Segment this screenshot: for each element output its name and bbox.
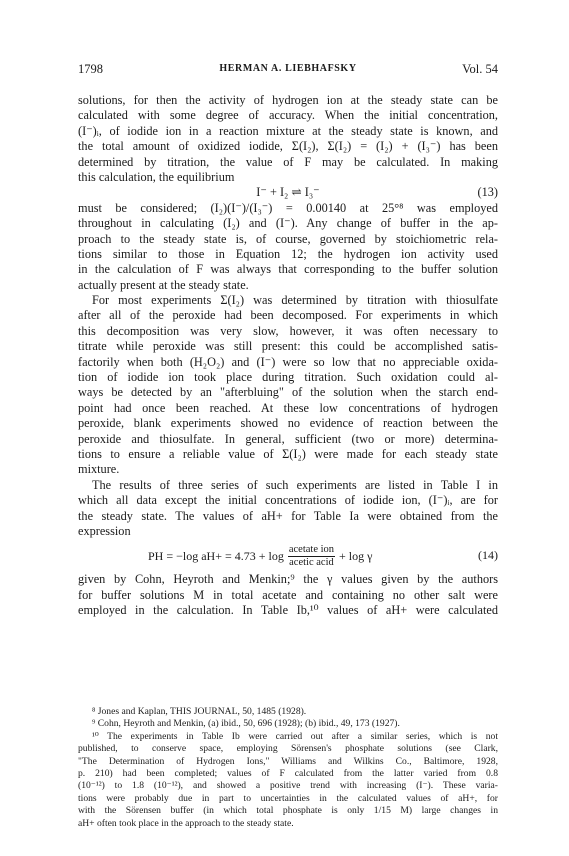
equation-13 [78, 185, 498, 200]
running-header [78, 62, 498, 76]
text-line: for buffer solutions M in total acetate and containing no other salt were [78, 587, 498, 602]
equation-14-lhs: PH = −log aH+ = 4.73 + log [148, 548, 284, 563]
footnote-9: ⁹ Cohn, Heyroth and Menkin, (a) ibid., 50, 696 (1928); (b) ibid., 49, 173 (1927). [92, 718, 400, 730]
text-line: expression [78, 523, 131, 538]
text-line: proach to the steady state is, of course, governed by stoichiometric rela- [78, 231, 498, 246]
text-line: the steady state. The values of aH+ for Table Ia were obtained from the [78, 508, 498, 523]
text-line: For most experiments Σ(I₂) was determined by titration with thiosulfate [92, 293, 498, 308]
footnote-8: ⁸ Jones and Kaplan, THIS JOURNAL, 50, 1485 (1928). [92, 706, 307, 717]
footnote-line: with the Sörensen buffer (in which total phosphate is only 1/15 M) large changes in [78, 805, 498, 817]
footnote-line: "The Determination of Hydrogen Ions," Williams and Wilkins Co., Baltimore, 1928, [78, 755, 498, 767]
text-line: after all of the peroxide had been decomposed. For experiments in which [78, 308, 498, 323]
equation-13-body: I⁻ + I₂ ⇌ I₃⁻ [256, 185, 320, 200]
footnote-line: tions were probably due in part to uncertainties in the calculated values of aH+, for [78, 792, 498, 804]
text-line: (I⁻)ᵢ, of iodide ion in a reaction mixture at the steady state is known, and [78, 123, 498, 138]
text-line: throughout in calculating (I₂) and (I⁻). Any change of buffer in the ap- [78, 216, 498, 231]
text-line: the total amount of oxidized iodide, Σ(I₂), Σ(I₂) = (I₂) + (I₃⁻) has been [78, 139, 498, 154]
text-line: in the calculation of F was always that corresponding to the buffer solution [78, 262, 498, 277]
footnote-line: (10⁻¹²) to 1.8 (10⁻¹²), and showed a positive trend with increasing (I⁻). These varia- [78, 780, 498, 792]
fraction-numerator: acetate ion [288, 543, 335, 555]
equation-14-number: (14) [478, 548, 498, 563]
text-line: which all data except the initial concentrations of iodide ion, (I⁻)ᵢ, are for [78, 493, 498, 508]
text-line: ways be detected by an "afterbluing" of the solution when the starch end- [78, 385, 498, 400]
text-line: factorily when both (H₂O₂) and (I⁻) were so low that no appreciable oxida- [78, 354, 498, 369]
text-line: tions similar to those in Equation 12; the hydrogen ion activity used [78, 246, 498, 261]
equation-13-number: (13) [477, 185, 498, 200]
text-line: peroxide and thiosulfate. In general, sufficient (two or more) determina- [78, 431, 498, 446]
text-line: tion of iodide ion took place during titration. Such oxidation could al- [78, 370, 498, 385]
fraction-denominator: acetic acid [289, 556, 334, 568]
text-line: actually present at the steady state. [78, 277, 249, 292]
page-number: 1798 [78, 62, 103, 76]
running-author: HERMAN A. LIEBHAFSKY [219, 63, 357, 74]
footnotes [78, 706, 498, 830]
footnote-line: aH+ often took place in the approach to the steady state. [78, 817, 294, 829]
footnote-10: ¹⁰ The experiments in Table Ib were carried out after a similar series, which is not [92, 730, 498, 742]
text-line: The results of three series of such experiments are listed in Table I in [92, 477, 498, 492]
equation-14-rhs: + log γ [339, 548, 373, 563]
text-line: given by Cohn, Heyroth and Menkin;⁹ the γ values given by the authors [78, 572, 498, 587]
equation-14 [78, 541, 498, 571]
text-line: this decomposition was very slow, however, it was often necessary to [78, 323, 498, 338]
text-line: mixture. [78, 462, 120, 477]
text-line: peroxide, blank experiments showed no evidence of reaction between the [78, 416, 498, 431]
footnote-line: p. 210) had been completed; values of F calculated from the latter varied from 0.8 [78, 767, 498, 779]
footnote-line: published, to conserve space, employing Sörensen's phosphate solutions (see Clark, [78, 743, 498, 755]
volume-label: Vol. 54 [462, 62, 498, 76]
text-line: point had once been reached. At these low concentrations of hydrogen [78, 400, 498, 415]
equation-14-fraction [288, 544, 335, 569]
text-line: solutions, for then the activity of hydrogen ion at the steady state can be [78, 93, 498, 107]
text-line: calculated with some degree of accuracy. When the initial concentration, [78, 108, 498, 123]
text-line: employed in the calculation. In Table Ib,¹⁰ values of aH+ were calculated [78, 603, 498, 618]
text-line: titrate while peroxide was still present: this could be accomplished satis- [78, 339, 498, 354]
text-line: this calculation, the equilibrium [78, 169, 235, 184]
text-line: tions to ensure a reliable value of Σ(I₂) were made for each steady state [78, 446, 498, 461]
text-line: determined by titration, the value of F may be calculated. In making [78, 154, 498, 169]
body-text [78, 93, 498, 619]
text-line: must be considered; (I₂)(I⁻)/(I₃⁻) = 0.00140 at 25°⁸ was employed [78, 200, 498, 215]
